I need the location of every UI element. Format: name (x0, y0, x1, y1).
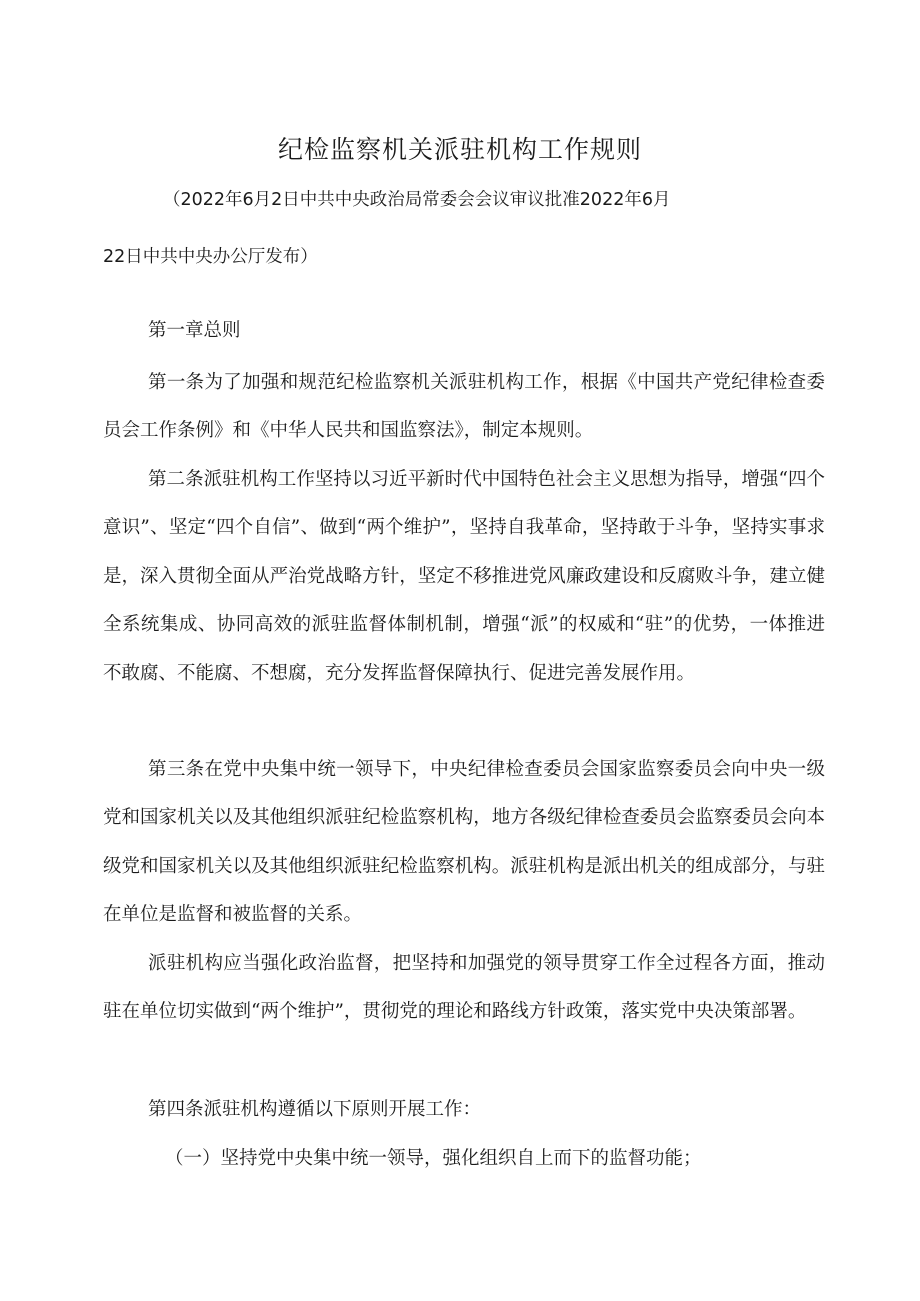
document-subtitle-line-2: 22日中共中央办公厅发布） (103, 247, 318, 267)
chapter-heading: 第一章总则 (148, 320, 241, 341)
document-title: 纪检监察机关派驻机构工作规则 (277, 135, 642, 164)
article-3-continuation-paragraph: 派驻机构应当强化政治监督，把坚持和加强党的领导贯穿工作全过程各方面，推动驻在单位切实做到“两个维护”，贯彻党的理论和路线方针政策，落实党中央决策部署。 (103, 953, 825, 1023)
article-1-paragraph: 第一条为了加强和规范纪检监察机关派驻机构工作，根据《中国共产党纪律检查委员会工作条例》和《中华人民共和国监察法》，制定本规则。 (103, 372, 825, 442)
article-4-paragraph: 第四条派驻机构遵循以下原则开展工作： (148, 1099, 482, 1120)
article-4-item-1: （一）坚持党中央集中统一领导，强化组织自上而下的监督功能； (165, 1148, 702, 1169)
document-subtitle-line-1: （2022年6月2日中共中央政治局常委会会议审议批准2022年6月 (163, 190, 671, 210)
article-2-paragraph: 第二条派驻机构工作坚持以习近平新时代中国特色社会主义思想为指导，增强“四个意识”、坚定“四个自信”、做到“两个维护”，坚持自我革命，坚持敢于斗争，坚持实事求是，深入贯彻全面从严治党战略方针，坚定不移推进党风廉政建设和反腐败斗争，建立健全系统集成、协同高效的派驻监督体制机制，增强“派”的权威和“驻”的优势，一体推进不敢腐、不能腐、不想腐，充分发挥监督保障执行、促进完善发展作用。 (103, 469, 825, 684)
article-3-paragraph: 第三条在党中央集中统一领导下，中央纪律检查委员会国家监察委员会向中央一级党和国家机关以及其他组织派驻纪检监察机构，地方各级纪律检查委员会监察委员会向本级党和国家机关以及其他组织派驻纪检监察机构。派驻机构是派出机关的组成部分，与驻在单位是监督和被监督的关系。 (103, 759, 825, 926)
